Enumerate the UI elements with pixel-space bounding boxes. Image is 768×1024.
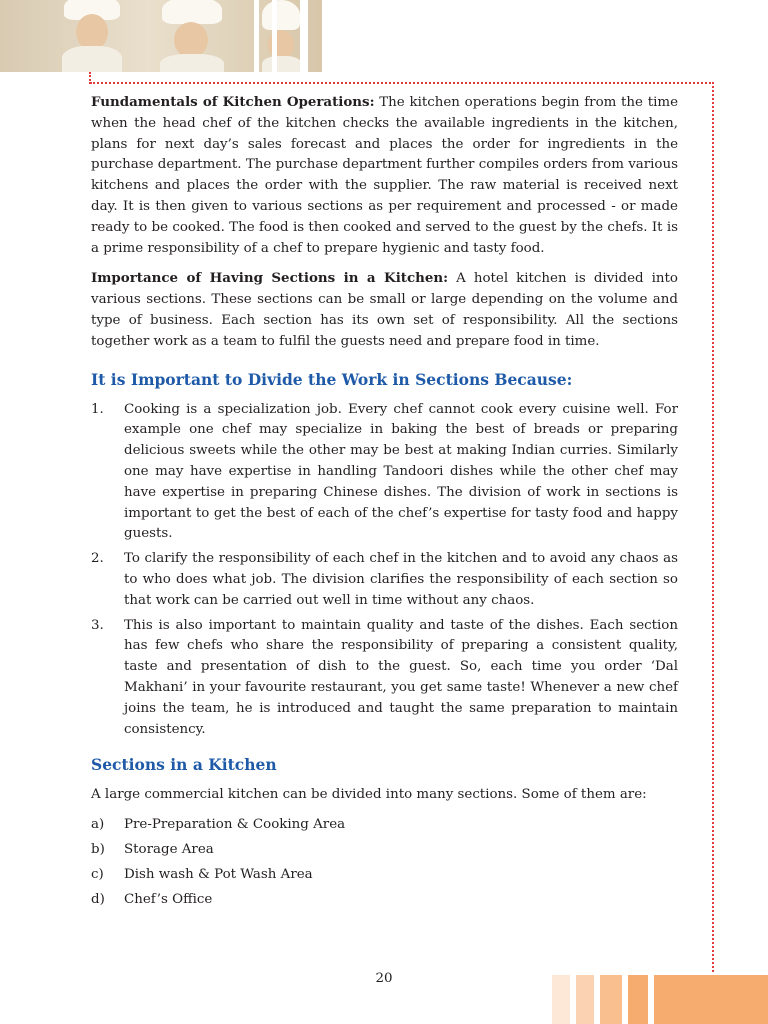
list-item-text: Cooking is a specialization job. Every chef cannot cook every cuisine well. For example one chef may specialize in baking the best of breads or preparing delicious sweets while the other may be best at making Indian curries. Similarly one may have expertise in handling Tandoori dishes while the other chef may have expertise in preparing Chinese dishes. The division of work in sections is important to get the best of each of the chef’s expertise for tasty food and happy guests. xyxy=(124,401,678,542)
frame-border-top xyxy=(90,82,714,84)
chefs-banner-photo xyxy=(0,0,330,72)
frame-border-right xyxy=(712,82,714,972)
page-number: 20 xyxy=(375,971,393,986)
section-heading-divide-work: It is Important to Divide the Work in Sections Because: xyxy=(91,369,573,389)
list-letter: b) xyxy=(91,841,105,857)
footer-bar xyxy=(600,975,622,1024)
footer-decoration-bars xyxy=(552,975,768,1024)
list-item-text: Chef’s Office xyxy=(124,891,213,907)
list-item-text: Dish wash & Pot Wash Area xyxy=(124,866,313,882)
footer-bar xyxy=(654,975,768,1024)
list-item-text: Pre-Preparation & Cooking Area xyxy=(124,817,346,833)
list-item xyxy=(91,890,678,911)
list-item-text: To clarify the responsibility of each chef in the kitchen and to avoid any chaos as to who does what job. The division clarifies the responsibility of each section so that work can be carried out well in time without any chaos. xyxy=(124,551,678,608)
list-number: 2. xyxy=(91,551,104,567)
list-item xyxy=(91,400,678,546)
list-item xyxy=(91,549,678,611)
importance-lead: Importance of Having Sections in a Kitchen: xyxy=(91,270,449,287)
importance-text: A hotel kitchen is divided into various sections. These sections can be small or large depending on the volume and type of business. Each section has its own set of responsibility. All the sections together work as a team to fulfil the guests need and prepare food in time. xyxy=(91,271,678,349)
list-letter: a) xyxy=(91,817,105,833)
reasons-list xyxy=(91,400,678,741)
list-item xyxy=(91,865,678,886)
sections-list xyxy=(91,815,678,910)
footer-bar xyxy=(552,975,570,1024)
footer-bar xyxy=(576,975,594,1024)
list-item xyxy=(91,616,678,741)
list-item xyxy=(91,815,678,836)
list-item-text: This is also important to maintain quality and taste of the dishes. Each section has few chefs who share the responsibility of preparing a consistent quality, taste and presentation of dish to the guest. So, each time you order ‘Dal Makhani’ in your favourite restaurant, you get same taste! Whenever a new chef joins the team, he is introduced and taught the same preparation to maintain consistency. xyxy=(124,617,678,737)
list-letter: c) xyxy=(91,866,104,882)
section-heading-sections: Sections in a Kitchen xyxy=(91,755,277,775)
fundamentals-lead: Fundamentals of Kitchen Operations: xyxy=(91,94,375,110)
page-content xyxy=(91,92,678,914)
importance-paragraph xyxy=(91,268,678,352)
fundamentals-paragraph xyxy=(91,92,678,259)
list-number: 3. xyxy=(91,617,104,633)
list-number: 1. xyxy=(91,401,104,417)
list-letter: d) xyxy=(91,891,105,907)
sections-intro: A large commercial kitchen can be divided into many sections. Some of them are: xyxy=(91,787,647,803)
fundamentals-text: The kitchen operations begin from the time when the head chef of the kitchen checks the available ingredients in the kitchen, plans for next day’s sales forecast and places the order for ingredients in the purchase department. The purchase department further compiles orders from various kitchens and places the order with the supplier. The raw material is received next day. It is then given to various sections as per requirement and processed - or made ready to be cooked. The food is then cooked and served to the guest by the chefs. It is a prime responsibility of a chef to prepare hygienic and tasty food. xyxy=(91,95,678,256)
list-item-text: Storage Area xyxy=(124,841,214,857)
list-item xyxy=(91,840,678,861)
footer-bar xyxy=(628,975,648,1024)
